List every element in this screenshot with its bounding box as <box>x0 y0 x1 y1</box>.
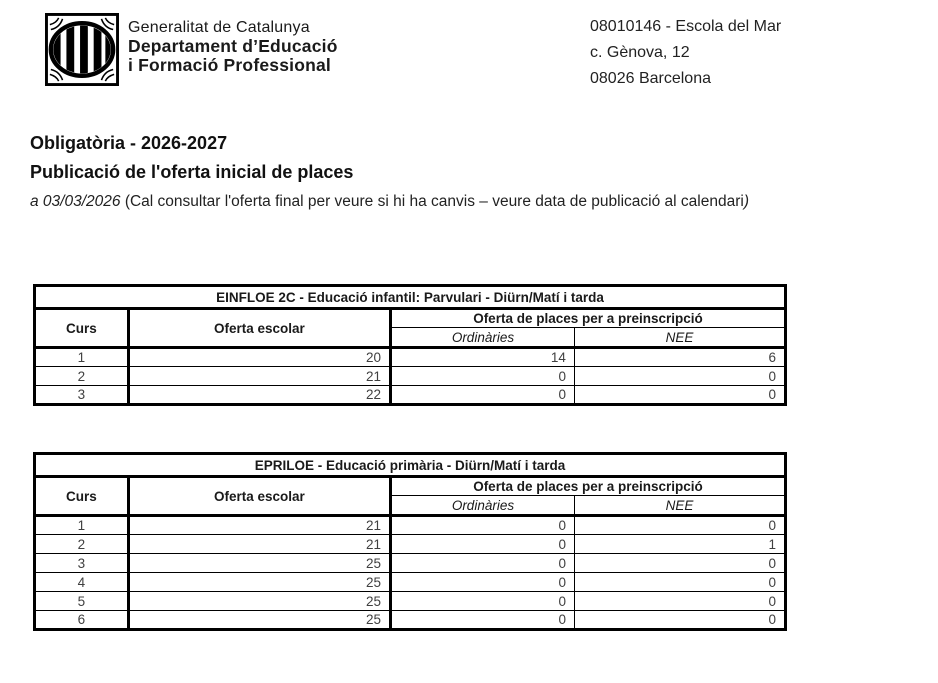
col-header-nee: NEE <box>665 329 694 345</box>
col-header-oferta-escolar: Oferta escolar <box>128 477 390 516</box>
table-row <box>35 348 786 367</box>
table-row <box>35 535 786 554</box>
page-title: Obligatòria - 2026-2027 <box>30 133 228 153</box>
oferta-escolar-cell: 21 <box>128 535 390 554</box>
table-row <box>35 592 786 611</box>
curs-cell: 1 <box>35 348 129 367</box>
school-street: c. Gènova, 12 <box>590 44 690 61</box>
curs-cell: 1 <box>35 516 129 535</box>
curs-cell: 4 <box>35 573 129 592</box>
table-row <box>35 367 786 386</box>
curs-cell: 2 <box>35 367 129 386</box>
table-row <box>35 516 786 535</box>
table-einfloe <box>33 284 787 406</box>
table-title-epriloe: EPRILOE - Educació primària - Diürn/Matí i tarda <box>35 454 786 477</box>
oferta-escolar-cell: 25 <box>128 592 390 611</box>
ordinaries-cell: 0 <box>390 592 574 611</box>
oferta-escolar-cell: 21 <box>128 367 390 386</box>
org-name: Generalitat de Catalunya <box>128 19 310 36</box>
nee-cell: 0 <box>768 518 776 533</box>
col-header-curs: Curs <box>35 477 129 516</box>
nee-cell: 0 <box>768 387 776 402</box>
oferta-escolar-cell: 25 <box>128 573 390 592</box>
col-header-curs: Curs <box>35 309 129 348</box>
curs-cell: 3 <box>35 554 129 573</box>
table-row <box>35 386 786 405</box>
col-header-oferta-escolar: Oferta escolar <box>128 309 390 348</box>
table-body-epriloe <box>35 516 786 630</box>
col-header-nee: NEE <box>665 497 694 513</box>
oferta-escolar-cell: 20 <box>128 348 390 367</box>
oferta-escolar-cell: 25 <box>128 554 390 573</box>
nee-cell: 0 <box>768 574 776 590</box>
note-date: a 03/03/2026 <box>30 193 125 210</box>
nee-cell: 0 <box>768 368 776 384</box>
col-header-ordinaries: Ordinàries <box>390 328 574 348</box>
table-row <box>35 554 786 573</box>
nee-cell: 0 <box>768 612 776 627</box>
department-line-1: Departament d’Educació <box>128 36 338 56</box>
oferta-escolar-cell: 22 <box>128 386 390 405</box>
note-body: (Cal consultar l'oferta final per veure si hi ha canvis – veure data de publicació al calendari <box>124 193 744 210</box>
col-header-ordinaries: Ordinàries <box>390 496 574 516</box>
col-header-preinscripcio: Oferta de places per a preinscripció <box>390 477 785 496</box>
ordinaries-cell: 0 <box>390 611 574 630</box>
table-epriloe <box>33 452 787 631</box>
ordinaries-cell: 0 <box>390 367 574 386</box>
publication-note <box>30 193 920 211</box>
ordinaries-cell: 0 <box>390 516 574 535</box>
page-subtitle: Publicació de l'oferta inicial de places <box>30 162 354 182</box>
generalitat-coat-of-arms-icon <box>45 13 119 86</box>
col-header-preinscripcio: Oferta de places per a preinscripció <box>390 309 785 328</box>
title-block <box>30 133 920 211</box>
ordinaries-cell: 0 <box>390 386 574 405</box>
table-title-einfloe: EINFLOE 2C - Educació infantil: Parvulari - Diürn/Matí i tarda <box>35 286 786 309</box>
nee-cell: 0 <box>768 593 776 609</box>
table-body-einfloe <box>35 348 786 405</box>
oferta-escolar-cell: 21 <box>128 516 390 535</box>
header-brand <box>45 13 338 86</box>
curs-cell: 3 <box>35 386 129 405</box>
school-code-name: 08010146 - Escola del Mar <box>590 18 782 35</box>
school-info <box>590 14 781 92</box>
ordinaries-cell: 0 <box>390 535 574 554</box>
ordinaries-cell: 0 <box>390 573 574 592</box>
ordinaries-cell: 0 <box>390 554 574 573</box>
nee-cell: 0 <box>768 555 776 571</box>
department-name <box>128 13 338 75</box>
nee-cell: 1 <box>768 536 776 552</box>
table-spacer <box>33 406 787 452</box>
curs-cell: 5 <box>35 592 129 611</box>
department-line-2: i Formació Professional <box>128 55 331 75</box>
table-row <box>35 611 786 630</box>
note-close: ) <box>743 193 749 210</box>
curs-cell: 6 <box>35 611 129 630</box>
school-city: 08026 Barcelona <box>590 70 711 87</box>
nee-cell: 6 <box>768 350 776 365</box>
oferta-escolar-cell: 25 <box>128 611 390 630</box>
curs-cell: 2 <box>35 535 129 554</box>
ordinaries-cell: 14 <box>390 348 574 367</box>
table-row <box>35 573 786 592</box>
offer-tables <box>33 284 787 631</box>
